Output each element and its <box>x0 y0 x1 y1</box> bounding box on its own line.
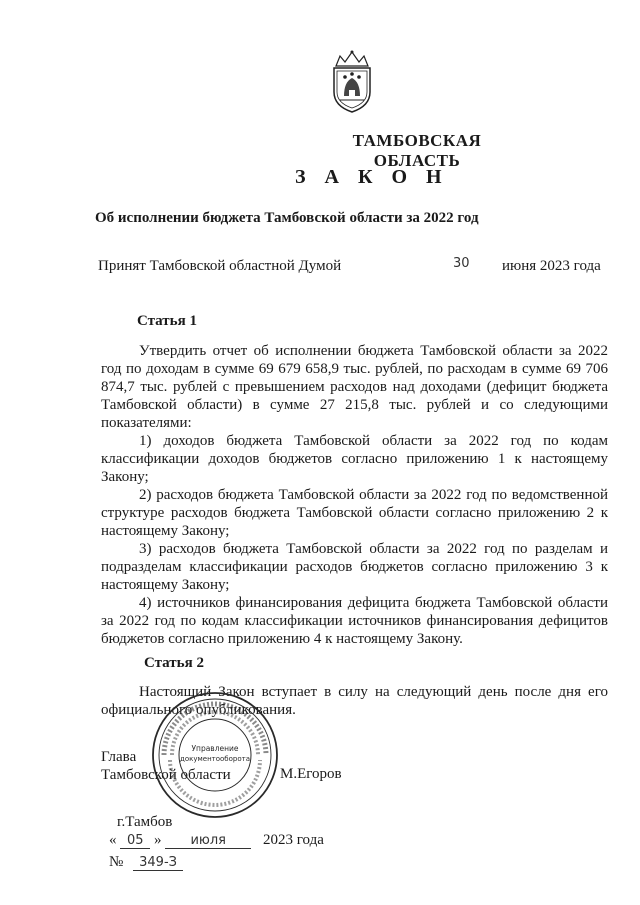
article-1-item-4: 4) источников финансирования дефицита бюджета Тамбовской области за 2022 год по кодам классификации источников финансирования дефицитов бюджетов согласно приложению 4 к настоящему Закону. <box>101 595 608 647</box>
signer-position: Глава Тамбовской области <box>101 749 231 783</box>
adopted-day-handwritten: 30 <box>453 256 470 271</box>
tambov-coat-of-arms-icon <box>326 48 378 114</box>
law-number: № 349-З <box>109 854 183 871</box>
signing-year: 2023 года <box>263 832 324 848</box>
signing-day: 05 <box>120 834 150 849</box>
stamp-center-line-1: Управление <box>191 744 239 753</box>
official-round-stamp <box>150 690 280 820</box>
article-2-heading: Статья 2 <box>144 655 204 671</box>
article-1-heading: Статья 1 <box>137 313 197 329</box>
adopted-month-year: июня 2023 года <box>502 258 601 274</box>
article-2-text: Настоящий Закон вступает в силу на следующий день после дня его официального опубликования. <box>101 684 608 718</box>
region-heading: ТАМБОВСКАЯ ОБЛАСТЬ <box>352 131 482 170</box>
law-number-value: 349-З <box>133 856 183 871</box>
city: г.Тамбов <box>117 814 173 830</box>
signing-date: « 05 » июля 2023 года <box>109 832 324 848</box>
article-1-item-2: 2) расходов бюджета Тамбовской области за 2022 год по ведомственной структуре расходов бюджета Тамбовской области согласно приложению 2 к настоящему Закону; <box>101 487 608 539</box>
signer-name: М.Егоров <box>280 766 342 782</box>
law-title: Об исполнении бюджета Тамбовской области за 2022 год <box>95 210 479 226</box>
article-1-item-1: 1) доходов бюджета Тамбовской области за 2022 год по кодам классификации доходов бюджетов согласно приложению 1 к настоящему Закону; <box>101 433 608 485</box>
article-1-intro: Утвердить отчет об исполнении бюджета Тамбовской области за 2022 год по доходам в сумме 69 679 658,9 тыс. рублей, по расходам в сумме 69 706 874,7 тыс. рублей с превышением расходов над доходами (дефицит бюджета Тамбовской области) в сумме 27 215,8 тыс. рублей и со следующими показателями: <box>101 343 608 431</box>
adopted-by-text: Принят Тамбовской областной Думой <box>98 258 342 274</box>
signing-month: июля <box>165 834 251 849</box>
stamp-center-line-2: документооборота <box>180 755 250 763</box>
article-1-item-3: 3) расходов бюджета Тамбовской области за 2022 год по разделам и подразделам классификации расходов бюджетов согласно приложению 3 к настоящему Закону; <box>101 541 608 593</box>
document-type-heading: З А К О Н <box>295 166 449 188</box>
article-1-body <box>101 342 608 648</box>
